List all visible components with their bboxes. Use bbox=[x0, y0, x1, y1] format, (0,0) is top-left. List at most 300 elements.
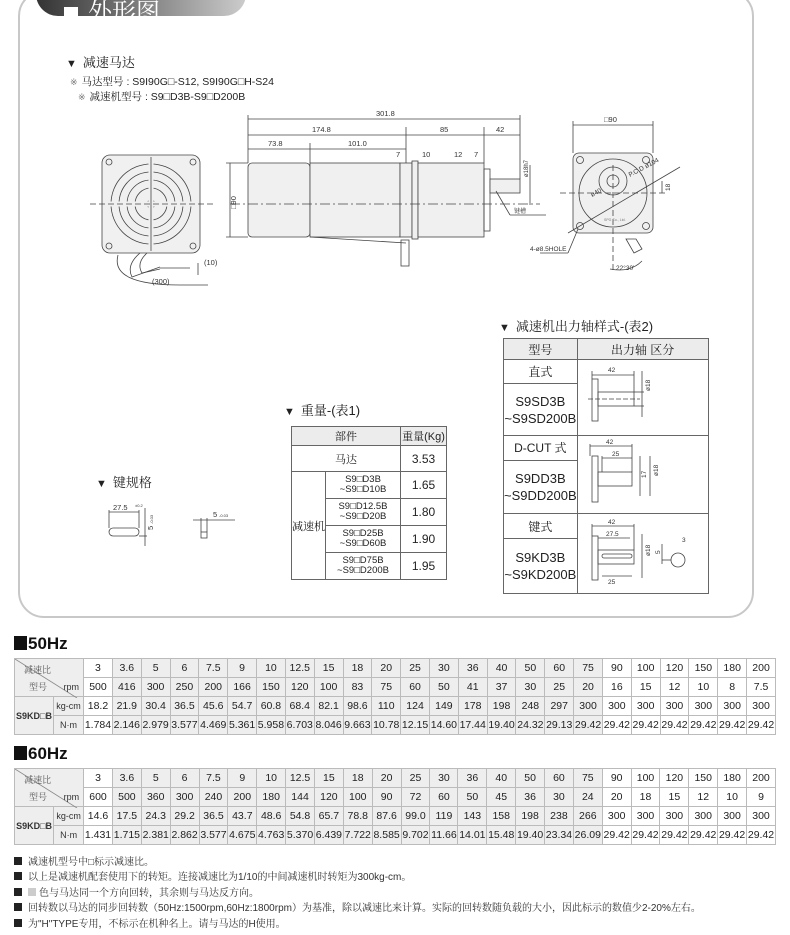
spec-cell: 300 bbox=[660, 697, 689, 716]
spec-cell: 150 bbox=[689, 769, 718, 788]
spec-cell: 29.42 bbox=[631, 716, 660, 735]
spec-cell: 248 bbox=[516, 697, 545, 716]
spec-cell: 110 bbox=[372, 697, 401, 716]
spec-cell: 9 bbox=[228, 769, 257, 788]
square-bullet-icon bbox=[14, 872, 22, 880]
spec-cell: 17.5 bbox=[112, 807, 141, 826]
shaft-model bbox=[504, 460, 578, 513]
spec-cell: 20 bbox=[372, 769, 401, 788]
weight-table bbox=[291, 426, 447, 580]
footnote-text: 为"H"TYPE专用，不标示在机种名上。请与马达的H使用。 bbox=[28, 918, 286, 930]
key-heading-text: 键规格 bbox=[112, 475, 152, 490]
spec-cell: 3.577 bbox=[170, 716, 199, 735]
spec-cell: 15 bbox=[631, 678, 660, 697]
shaft-type-label: 直式 bbox=[504, 360, 578, 384]
dim-pcd: P.C.D ø104 bbox=[627, 157, 661, 179]
spec-cell: 68.4 bbox=[285, 697, 314, 716]
spec-cell: 1.715 bbox=[112, 826, 141, 845]
spec-cell: 48.6 bbox=[257, 807, 286, 826]
key-height: 5 bbox=[146, 525, 155, 530]
spec-cell: 19.40 bbox=[516, 826, 545, 845]
dim-motor-length: 174.8 bbox=[312, 125, 331, 134]
spec-cell: 78.8 bbox=[343, 807, 372, 826]
spec-cell: 45 bbox=[487, 788, 516, 807]
model-label: S9KD□B bbox=[15, 697, 54, 735]
spec-cell: 178 bbox=[458, 697, 487, 716]
spec-cell: 6 bbox=[170, 769, 199, 788]
corner-ratio-label: 减速比 bbox=[24, 665, 52, 675]
spec-cell: 9.702 bbox=[401, 826, 430, 845]
spec-cell: 5 bbox=[141, 769, 170, 788]
spec-cell: 29.13 bbox=[545, 716, 574, 735]
weight-heading bbox=[284, 400, 360, 419]
spec-cell: 150 bbox=[689, 659, 718, 678]
triangle-down-icon: ▼ bbox=[284, 406, 295, 418]
hz60-title-text: 60Hz bbox=[28, 744, 68, 763]
spec-cell: 100 bbox=[343, 788, 372, 807]
spec-cell: 40 bbox=[487, 659, 516, 678]
spec-cell: 29.42 bbox=[660, 716, 689, 735]
corner-model-label: 型号 bbox=[29, 792, 48, 802]
spec-cell: 200 bbox=[747, 769, 776, 788]
spec-cell: 30 bbox=[430, 769, 458, 788]
spec-cell: 5.361 bbox=[228, 716, 257, 735]
spec-cell: 3.6 bbox=[112, 659, 141, 678]
spec-cell: 29.42 bbox=[631, 826, 660, 845]
weight-row-value: 1.90 bbox=[401, 526, 447, 553]
hz50-title bbox=[14, 634, 68, 654]
spec-cell: 200 bbox=[228, 788, 257, 807]
spec-cell: 29.42 bbox=[689, 716, 718, 735]
spec-cell: 180 bbox=[718, 769, 747, 788]
spec-cell: 8 bbox=[718, 678, 747, 697]
corner-ratio-label: 减速比 bbox=[24, 775, 52, 785]
shaft-model bbox=[504, 539, 578, 594]
spec-cell: 12.5 bbox=[285, 659, 314, 678]
spec-cell: 12.5 bbox=[286, 769, 315, 788]
spec-cell: 4.675 bbox=[228, 826, 257, 845]
spec-cell: 9.663 bbox=[343, 716, 372, 735]
dim-10: 10 bbox=[422, 150, 431, 159]
spec-cell: 90 bbox=[602, 769, 631, 788]
spec-cell: 300 bbox=[170, 788, 199, 807]
spec-cell: 15 bbox=[660, 788, 689, 807]
key-width: 5 bbox=[213, 510, 218, 519]
key-slot-label: 键槽 bbox=[514, 209, 527, 215]
spec-cell: 37 bbox=[487, 678, 516, 697]
spec-cell: 9 bbox=[747, 788, 776, 807]
corner-header bbox=[15, 659, 84, 697]
spec-cell: 119 bbox=[430, 807, 458, 826]
model-line: S9□D12.5B bbox=[338, 501, 388, 512]
spec-cell: 297 bbox=[545, 697, 574, 716]
dcut-flat: 17 bbox=[640, 470, 648, 478]
spec-cell: 24.3 bbox=[141, 807, 170, 826]
square-bullet-icon bbox=[64, 7, 78, 21]
key-slot-depth: 3 bbox=[681, 537, 686, 544]
note-text: 马达型号 : S9I90G□-S12, S9I90G□H-S24 bbox=[81, 76, 274, 88]
spec-cell: 240 bbox=[199, 788, 228, 807]
key-slot-start: 25 bbox=[607, 579, 615, 586]
spec-cell: 300 bbox=[602, 697, 631, 716]
shaft-figure-key bbox=[577, 514, 708, 594]
spec-cell: 198 bbox=[516, 807, 545, 826]
spec-cell: 7.722 bbox=[343, 826, 372, 845]
spec-cell: 18 bbox=[343, 659, 372, 678]
spec-cell: 25 bbox=[401, 659, 430, 678]
spec-cell: 30 bbox=[429, 659, 458, 678]
spec-cell: 1.784 bbox=[84, 716, 113, 735]
spec-cell: 36.5 bbox=[170, 697, 199, 716]
spec-cell: 50 bbox=[516, 659, 545, 678]
weight-gear-label: 减速机 bbox=[292, 472, 326, 580]
spec-cell: 60.8 bbox=[257, 697, 286, 716]
shaft-figure-dcut bbox=[577, 436, 708, 514]
weight-motor-value: 3.53 bbox=[401, 446, 447, 472]
spec-cell: 54.8 bbox=[286, 807, 315, 826]
spec-cell: 29.42 bbox=[602, 826, 631, 845]
spec-cell: 14.6 bbox=[84, 807, 113, 826]
spec-row-nm bbox=[15, 716, 776, 735]
spec-cell: 87.6 bbox=[372, 807, 401, 826]
spec-cell: 29.42 bbox=[747, 716, 776, 735]
spec-cell: 300 bbox=[631, 807, 660, 826]
square-bullet-icon bbox=[14, 903, 22, 911]
dim-boss: ø40 bbox=[589, 187, 603, 199]
spec-cell: 23.34 bbox=[545, 826, 574, 845]
spec-cell: 54.7 bbox=[228, 697, 257, 716]
dcut-flat-length: 25 bbox=[611, 451, 619, 458]
spec-cell: 15.48 bbox=[487, 826, 516, 845]
spec-cell: 5.958 bbox=[257, 716, 286, 735]
spec-cell: 8.046 bbox=[314, 716, 343, 735]
spec-cell: 7.5 bbox=[747, 678, 776, 697]
model-line: S9KD3B bbox=[515, 550, 566, 566]
spec-cell: 50 bbox=[429, 678, 458, 697]
spec-cell: 15 bbox=[314, 769, 343, 788]
straight-dia: ø18 bbox=[644, 379, 652, 391]
shaft-type-label: 键式 bbox=[504, 514, 578, 539]
spec-cell: 90 bbox=[372, 788, 401, 807]
spec-cell: 9 bbox=[228, 659, 257, 678]
spec-cell: 120 bbox=[314, 788, 343, 807]
spec-cell: 300 bbox=[141, 678, 170, 697]
footnote bbox=[14, 901, 701, 916]
spec-cell: 7.5 bbox=[199, 659, 228, 678]
spec-cell: 3.577 bbox=[199, 826, 228, 845]
unit-label: kg-cm bbox=[54, 697, 84, 716]
spec-cell: 36 bbox=[458, 769, 487, 788]
spec-table-60hz bbox=[14, 768, 776, 845]
spec-cell: 20 bbox=[602, 788, 631, 807]
dim-7a: 7 bbox=[396, 150, 401, 159]
spec-cell: 99.0 bbox=[401, 807, 430, 826]
spec-cell: 41 bbox=[458, 678, 487, 697]
spec-cell: 2.381 bbox=[141, 826, 170, 845]
spec-cell: 17.44 bbox=[458, 716, 487, 735]
spec-cell: 60 bbox=[401, 678, 430, 697]
footnote bbox=[14, 917, 701, 932]
corner-header bbox=[15, 769, 84, 807]
spec-cell: 16 bbox=[602, 678, 631, 697]
spec-cell: 21.9 bbox=[112, 697, 141, 716]
weight-row-model bbox=[326, 472, 401, 499]
spec-cell: 30 bbox=[545, 788, 574, 807]
spec-cell: 300 bbox=[718, 807, 747, 826]
spec-cell: 45.6 bbox=[199, 697, 228, 716]
dim-shaft-dia: ø18h7 bbox=[524, 159, 530, 177]
spec-cell: 1.431 bbox=[84, 826, 113, 845]
spec-cell: 180 bbox=[257, 788, 286, 807]
model-line: ~S9SD200B bbox=[504, 410, 577, 426]
weight-header-weight: 重量(Kg) bbox=[401, 427, 447, 446]
footnote bbox=[14, 886, 701, 901]
spec-cell: 29.42 bbox=[718, 716, 747, 735]
key-length-tol: ±0.2 bbox=[135, 503, 143, 508]
dim-lead-long: (300) bbox=[152, 277, 170, 286]
spec-cell: 75 bbox=[573, 769, 602, 788]
spec-cell: 12.15 bbox=[401, 716, 430, 735]
spec-cell: 300 bbox=[602, 807, 631, 826]
motor-drawing bbox=[90, 105, 690, 290]
shaft-header-model: 型号 bbox=[504, 339, 578, 360]
unit-label: N·m bbox=[54, 716, 84, 735]
spec-table-50hz bbox=[14, 658, 776, 735]
dim-rear-length: 73.8 bbox=[268, 139, 283, 148]
spec-cell: 26.09 bbox=[573, 826, 602, 845]
key-shaft-dia: ø18 bbox=[644, 544, 652, 556]
spec-cell: 4.763 bbox=[257, 826, 286, 845]
model-line: S9SD3B bbox=[515, 393, 566, 409]
dim-lead-short: (10) bbox=[204, 258, 218, 267]
dim-12: 12 bbox=[454, 150, 463, 159]
spec-cell: 50 bbox=[516, 769, 545, 788]
spec-cell: 124 bbox=[401, 697, 430, 716]
spec-cell: 29.42 bbox=[602, 716, 631, 735]
spec-cell: 416 bbox=[112, 678, 141, 697]
dcut-shaft-drawing bbox=[578, 436, 708, 510]
square-bullet-icon bbox=[14, 636, 27, 650]
model-line: S9□D25B bbox=[342, 528, 384, 539]
dim-front-square: □90 bbox=[604, 115, 617, 124]
weight-heading-text: 重量-(表1) bbox=[300, 403, 361, 418]
square-bullet-icon bbox=[14, 919, 22, 927]
spec-row-rpm bbox=[15, 678, 776, 697]
spec-cell: 5.370 bbox=[286, 826, 315, 845]
spec-cell: 18 bbox=[343, 769, 372, 788]
shaft-heading bbox=[499, 316, 653, 335]
footnote bbox=[14, 855, 701, 870]
shaft-type-label: D-CUT 式 bbox=[504, 436, 578, 461]
spec-cell: 3.6 bbox=[112, 769, 141, 788]
spec-cell: 60 bbox=[430, 788, 458, 807]
key-height-tol: -0.03 bbox=[149, 514, 154, 524]
spec-cell: 10 bbox=[689, 678, 718, 697]
triangle-down-icon: ▼ bbox=[66, 58, 77, 70]
spec-cell: 98.6 bbox=[343, 697, 372, 716]
spec-row-kgcm bbox=[15, 807, 776, 826]
spec-cell: 40 bbox=[487, 769, 516, 788]
spec-cell: 120 bbox=[285, 678, 314, 697]
spec-cell: 100 bbox=[631, 769, 660, 788]
spec-cell: 200 bbox=[199, 678, 228, 697]
spec-cell: 43.7 bbox=[228, 807, 257, 826]
model-line: ~S9DD200B bbox=[504, 487, 577, 503]
spec-cell: 36 bbox=[458, 659, 487, 678]
spec-cell: 3 bbox=[84, 659, 113, 678]
dim-offset: 18 bbox=[665, 183, 672, 191]
spec-cell: 36 bbox=[516, 788, 545, 807]
spec-cell: 18.2 bbox=[84, 697, 113, 716]
spec-cell: 12 bbox=[660, 678, 689, 697]
spec-cell: 149 bbox=[429, 697, 458, 716]
dim-mid-length: 101.0 bbox=[348, 139, 367, 148]
model-line: S9□D75B bbox=[342, 555, 384, 566]
unit-label: kg-cm bbox=[54, 807, 84, 826]
spec-cell: 29.42 bbox=[660, 826, 689, 845]
footnote-text: 减速机型号中□标示减速比。 bbox=[28, 857, 155, 868]
dcut-length: 42 bbox=[605, 439, 613, 446]
dim-angle: 22°30' bbox=[616, 265, 635, 272]
gray-swatch-icon bbox=[28, 888, 36, 896]
spec-row-ratios bbox=[15, 769, 776, 788]
spec-row-rpm bbox=[15, 788, 776, 807]
spec-cell: 11.66 bbox=[430, 826, 458, 845]
dcut-dia: ø18 bbox=[652, 464, 660, 476]
weight-row-value: 1.95 bbox=[401, 553, 447, 580]
spec-cell: 238 bbox=[545, 807, 574, 826]
spec-cell: 90 bbox=[602, 659, 631, 678]
key-slot-length: 27.5 bbox=[605, 531, 619, 538]
spec-cell: 8.585 bbox=[372, 826, 401, 845]
spec-cell: 500 bbox=[112, 788, 141, 807]
spec-cell: 2.979 bbox=[141, 716, 170, 735]
model-line: S9□D3B bbox=[345, 474, 381, 485]
unit-label: N·m bbox=[54, 826, 84, 845]
rear-view bbox=[90, 155, 215, 285]
spec-cell: 6.703 bbox=[285, 716, 314, 735]
spec-cell: 24 bbox=[573, 788, 602, 807]
weight-row-value: 1.65 bbox=[401, 472, 447, 499]
weight-row-model bbox=[326, 553, 401, 580]
shaft-header-type: 出力轴 区分 bbox=[577, 339, 708, 360]
spec-cell: 500 bbox=[84, 678, 113, 697]
spec-cell: 29.42 bbox=[574, 716, 603, 735]
key-heading bbox=[96, 472, 152, 491]
unit-label: rpm bbox=[63, 682, 80, 692]
spec-cell: 60 bbox=[545, 769, 574, 788]
unit-label: rpm bbox=[63, 792, 80, 802]
name-plate: SPG Co., Ltd. bbox=[604, 218, 626, 222]
dim-holes: 4-ø8.5HOLE bbox=[530, 246, 567, 253]
spec-cell: 600 bbox=[84, 788, 113, 807]
spec-cell: 266 bbox=[573, 807, 602, 826]
spec-cell: 200 bbox=[747, 659, 776, 678]
spec-cell: 7.5 bbox=[199, 769, 228, 788]
model-line: ~S9KD200B bbox=[504, 567, 577, 583]
spec-cell: 29.42 bbox=[747, 826, 776, 845]
model-line: ~S9□D10B bbox=[339, 484, 387, 495]
spec-cell: 143 bbox=[458, 807, 487, 826]
spec-cell: 144 bbox=[286, 788, 315, 807]
note-gear-model bbox=[78, 89, 245, 104]
spec-cell: 14.60 bbox=[429, 716, 458, 735]
spec-cell: 120 bbox=[660, 769, 689, 788]
triangle-down-icon: ▼ bbox=[96, 478, 107, 490]
square-bullet-icon bbox=[14, 857, 22, 865]
dim-total-length: 301.8 bbox=[376, 109, 395, 118]
spec-cell: 50 bbox=[458, 788, 487, 807]
key-width-tol: -0.03 bbox=[219, 513, 229, 518]
spec-cell: 15 bbox=[314, 659, 343, 678]
note-mark: ※ bbox=[78, 92, 86, 102]
corner-model-label: 型号 bbox=[29, 682, 48, 692]
motor-heading bbox=[66, 52, 135, 71]
spec-cell: 10 bbox=[718, 788, 747, 807]
spec-row-kgcm bbox=[15, 697, 776, 716]
weight-row-model bbox=[326, 526, 401, 553]
spec-cell: 6 bbox=[170, 659, 199, 678]
model-label: S9KD□B bbox=[15, 807, 54, 845]
straight-length: 42 bbox=[607, 367, 615, 374]
shaft-model bbox=[504, 384, 578, 436]
shaft-figure-straight bbox=[577, 360, 708, 436]
spec-cell: 60 bbox=[545, 659, 574, 678]
hz50-title-text: 50Hz bbox=[28, 634, 68, 653]
triangle-down-icon: ▼ bbox=[499, 322, 510, 334]
spec-cell: 300 bbox=[689, 697, 718, 716]
note-motor-model bbox=[70, 74, 274, 89]
spec-cell: 75 bbox=[372, 678, 401, 697]
footnotes bbox=[14, 855, 701, 932]
spec-cell: 20 bbox=[574, 678, 603, 697]
spec-cell: 3 bbox=[84, 769, 113, 788]
square-bullet-icon bbox=[14, 746, 27, 760]
key-length: 27.5 bbox=[113, 503, 128, 512]
spec-cell: 300 bbox=[660, 807, 689, 826]
weight-row-value: 1.80 bbox=[401, 499, 447, 526]
weight-motor-label: 马达 bbox=[292, 446, 401, 472]
spec-cell: 158 bbox=[487, 807, 516, 826]
spec-cell: 360 bbox=[141, 788, 170, 807]
spec-cell: 198 bbox=[487, 697, 516, 716]
weight-header-part: 部件 bbox=[292, 427, 401, 446]
spec-cell: 300 bbox=[689, 807, 718, 826]
side-view bbox=[226, 115, 546, 266]
spec-cell: 10 bbox=[257, 659, 286, 678]
weight-row-model bbox=[326, 499, 401, 526]
spec-cell: 10 bbox=[257, 769, 286, 788]
footnote-text: 回转数以马达的同步回转数（50Hz:1500rpm,60Hz:1800rpm）为基准，除以减速比来计算。实际的回转数随负载的大小，因此标示的数值少2-20%左右。 bbox=[28, 903, 701, 915]
spec-cell: 300 bbox=[574, 697, 603, 716]
spec-row-nm bbox=[15, 826, 776, 845]
model-line: S9DD3B bbox=[515, 470, 566, 486]
spec-cell: 5 bbox=[141, 659, 170, 678]
spec-cell: 300 bbox=[631, 697, 660, 716]
spec-cell: 18 bbox=[631, 788, 660, 807]
spec-cell: 150 bbox=[257, 678, 286, 697]
spec-cell: 100 bbox=[314, 678, 343, 697]
spec-cell: 36.5 bbox=[199, 807, 228, 826]
straight-shaft-drawing bbox=[578, 361, 708, 431]
spec-cell: 72 bbox=[401, 788, 430, 807]
spec-cell: 65.7 bbox=[314, 807, 343, 826]
note-text: 减速机型号 : S9□D3B-S9□D200B bbox=[89, 91, 246, 103]
spec-cell: 19.40 bbox=[487, 716, 516, 735]
note-mark: ※ bbox=[70, 77, 78, 87]
footnote-text: 以上是减速机配套使用下的转矩。连接减速比为1/10的中间减速机时转矩为300kg-cm。 bbox=[28, 872, 412, 884]
spec-cell: 300 bbox=[747, 697, 776, 716]
